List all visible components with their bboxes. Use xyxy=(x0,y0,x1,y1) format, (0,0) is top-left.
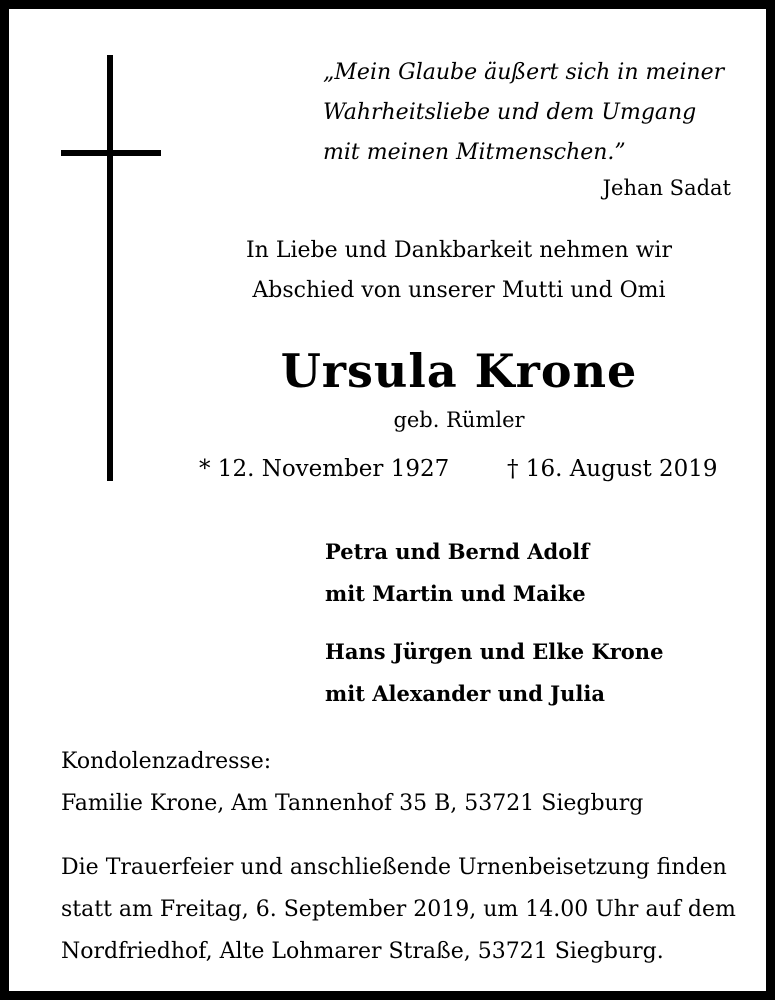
mourner-line: Petra und Bernd Adolf xyxy=(325,539,590,564)
quote-author: Jehan Sadat xyxy=(602,176,731,200)
condolence-label: Kondolenzadresse: xyxy=(61,749,272,774)
mourner-group xyxy=(325,531,745,615)
cross-horizontal-bar xyxy=(61,150,161,156)
mourner-line: Hans Jürgen und Elke Krone xyxy=(325,639,664,664)
mourner-line: mit Martin und Maike xyxy=(325,581,586,606)
intro-line: In Liebe und Dankbarkeit nehmen wir xyxy=(245,238,672,263)
birth-date: * 12. November 1927 xyxy=(199,456,450,482)
deceased-name: Ursula Krone xyxy=(280,344,638,398)
service-line: Die Trauerfeier und anschließende Urnenbeisetzung finden xyxy=(61,855,727,880)
service-info xyxy=(61,847,741,973)
maiden-name: geb. Rümler xyxy=(393,408,525,432)
intro-text xyxy=(199,231,719,311)
condolence-address xyxy=(61,741,741,825)
intro-line: Abschied von unserer Mutti und Omi xyxy=(252,278,666,303)
mourner-group xyxy=(325,631,745,715)
death-date: † 16. August 2019 xyxy=(507,456,718,482)
service-line: Nordfriedhof, Alte Lohmarer Straße, 53721 Siegburg. xyxy=(61,939,664,964)
quote-line: Wahrheitsliebe und dem Umgang xyxy=(323,100,697,125)
quote-line: „Mein Glaube äußert sich in meiner xyxy=(323,60,725,85)
service-line: statt am Freitag, 6. September 2019, um 14.00 Uhr auf dem xyxy=(61,897,736,922)
quote xyxy=(323,53,743,173)
mourner-line: mit Alexander und Julia xyxy=(325,681,605,706)
condolence-address-line: Familie Krone, Am Tannenhof 35 B, 53721 Siegburg xyxy=(61,791,644,816)
cross-vertical-bar xyxy=(107,55,113,481)
quote-line: mit meinen Mitmenschen.” xyxy=(323,140,626,165)
